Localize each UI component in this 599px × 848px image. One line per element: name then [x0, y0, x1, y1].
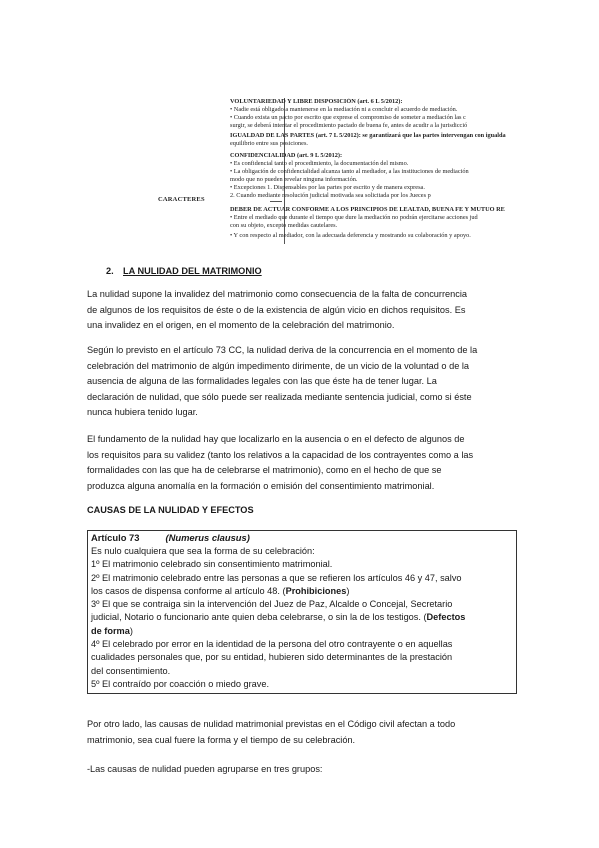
diagram-label: CARACTERES	[158, 196, 205, 203]
diagram-line: • Y con respecto al mediador, con la adecuada deferencia y mostrando su colaboración y apoyo.	[230, 232, 471, 239]
text-line: El fundamento de la nulidad hay que localizarlo en la ausencia o en el defecto de algunos de	[87, 434, 465, 444]
text-line: de algunos de los requisitos de éste o de la existencia de algún vicio en dichos requisitos. Es	[87, 304, 466, 315]
article-title: Artículo 73	[91, 532, 140, 543]
text-line: una invalidez en el origen, en el momento de la celebración del matrimonio.	[87, 320, 395, 331]
article-line: 4º El celebrado por error en la identidad de la persona del otro contrayente o en aquellas	[91, 639, 453, 650]
diagram-line: • La obligación de confidencialidad alcanza tanto al mediador, a las instituciones de mediación	[230, 168, 469, 175]
section-number: 2.	[106, 266, 114, 276]
paragraph	[87, 343, 527, 421]
article-line: los casos de dispensa conforme al artículo 48. (Prohibiciones)	[91, 585, 350, 596]
diagram-arrow	[270, 201, 282, 202]
diagram-line: • Excepciones 1. Dispensables por las partes por escrito y de manera expresa.	[230, 184, 425, 191]
diagram-line: modo que no pueden revelar ninguna información.	[230, 176, 358, 183]
article-line: del consentimiento.	[91, 665, 171, 676]
paragraph	[87, 432, 527, 494]
text-line: produzca alguna anomalía en la formación o emisión del consentimiento matrimonial.	[87, 480, 435, 491]
diagram-line: • Nadie está obligado a mantenerse en la mediación ni a concluir el acuerdo de mediación.	[230, 106, 458, 113]
text-line: los requisitos para su validez (tanto los relativos a la capacidad de los contrayentes como a las	[87, 449, 474, 460]
text-line: -Las causas de nulidad pueden agruparse en tres grupos:	[87, 764, 323, 774]
article-box	[87, 530, 517, 694]
article-line: cualidades personales que, por su entidad, hubieren sido determinantes de la prestación	[91, 652, 453, 663]
diagram-line: surgir, se deberá intentar el procedimiento pactado de buena fe, antes de acudir a la jurisdicció	[230, 122, 468, 129]
text-line: celebración del matrimonio de algún impedimento dirimente, de un vicio de la voluntad o de la	[87, 360, 470, 371]
text-line: La nulidad supone la invalidez del matrimonio como consecuencia de la falta de concurrencia	[87, 289, 467, 299]
causes-heading: CAUSAS DE LA NULIDAD Y EFECTOS	[87, 505, 254, 515]
article-subtitle: (Numerus clausus)	[165, 532, 250, 543]
paragraph	[87, 762, 527, 778]
paragraph	[87, 717, 527, 748]
section-heading	[106, 266, 262, 276]
diagram-line: VOLUNTARIEDAD Y LIBRE DISPOSICIÓN (art. 6 L 5/2012):	[230, 98, 403, 105]
diagram-line: DEBER DE ACTUAR CONFORME A LOS PRINCIPIOS DE LEALTAD, BUENA FE Y MUTUO RE	[230, 206, 505, 213]
text-line: matrimonio, sea cual fuere la forma y el tiempo de su celebración.	[87, 734, 356, 745]
text-line: formalidades con las que ha de celebrarse el matrimonio), como en el hecho de que se	[87, 465, 442, 476]
text-line: Según lo previsto en el artículo 73 CC, la nulidad deriva de la concurrencia en el momento de la	[87, 345, 478, 355]
diagram-line: CONFIDENCIALIDAD (art. 9 L 5/2012):	[230, 152, 343, 159]
article-line: Es nulo cualquiera que sea la forma de su celebración:	[91, 546, 315, 556]
article-line: 3º El que se contraiga sin la intervención del Juez de Paz, Alcalde o Concejal, Secretario	[91, 599, 453, 610]
diagram-line: • Cuando exista un pacto por escrito que exprese el compromiso de someter a mediación las c	[230, 114, 466, 121]
section-title: LA NULIDAD DEL MATRIMONIO	[123, 266, 262, 276]
article-line: 5º El contraído por coacción o miedo grave.	[91, 678, 270, 689]
article-line: 2º El matrimonio celebrado entre las personas a que se refieren los artículos 46 y 47, salvo	[91, 572, 462, 583]
diagram-line: con su objeto, excepto medidas cautelares.	[230, 222, 338, 229]
article-line: judicial, Notario o funcionario ante quien deba celebrarse, o sin la de los testigos. (Defectos	[91, 612, 466, 623]
article-body	[91, 545, 513, 691]
diagram-line: • Es confidencial tanto el procedimiento, la documentación del mismo.	[230, 160, 409, 167]
text-line: declaración de nulidad, que sólo puede ser realizada mediante sentencia judicial, como si éste	[87, 391, 472, 402]
text-line: ausencia de alguna de las formalidades legales con las que éste ha de tener lugar. La	[87, 376, 437, 387]
paragraph	[87, 287, 527, 334]
diagram-line: • Entre el mediado que durante el tiempo que dure la mediación no podrán ejercitarse acciones jud	[230, 214, 478, 221]
text-line: Por otro lado, las causas de nulidad matrimonial previstas en el Código civil afectan a todo	[87, 719, 456, 729]
text-line: nunca hubiera tenido lugar.	[87, 407, 198, 418]
diagram-line: equilibrio entre sus posiciones.	[230, 140, 308, 147]
article-line: 1º El matrimonio celebrado sin consentimiento matrimonial.	[91, 559, 333, 570]
article-line: de forma)	[91, 625, 133, 636]
diagram-line: 2. Cuando mediante resolución judicial motivada sea solicitada por los Jueces p	[230, 192, 431, 199]
article-header	[91, 532, 250, 543]
diagram-line: IGUALDAD DE LAS PARTES (art. 7 L 5/2012): se garantizará que las partes intervengan con igualda	[230, 132, 506, 139]
scanned-diagram-image	[158, 92, 528, 248]
